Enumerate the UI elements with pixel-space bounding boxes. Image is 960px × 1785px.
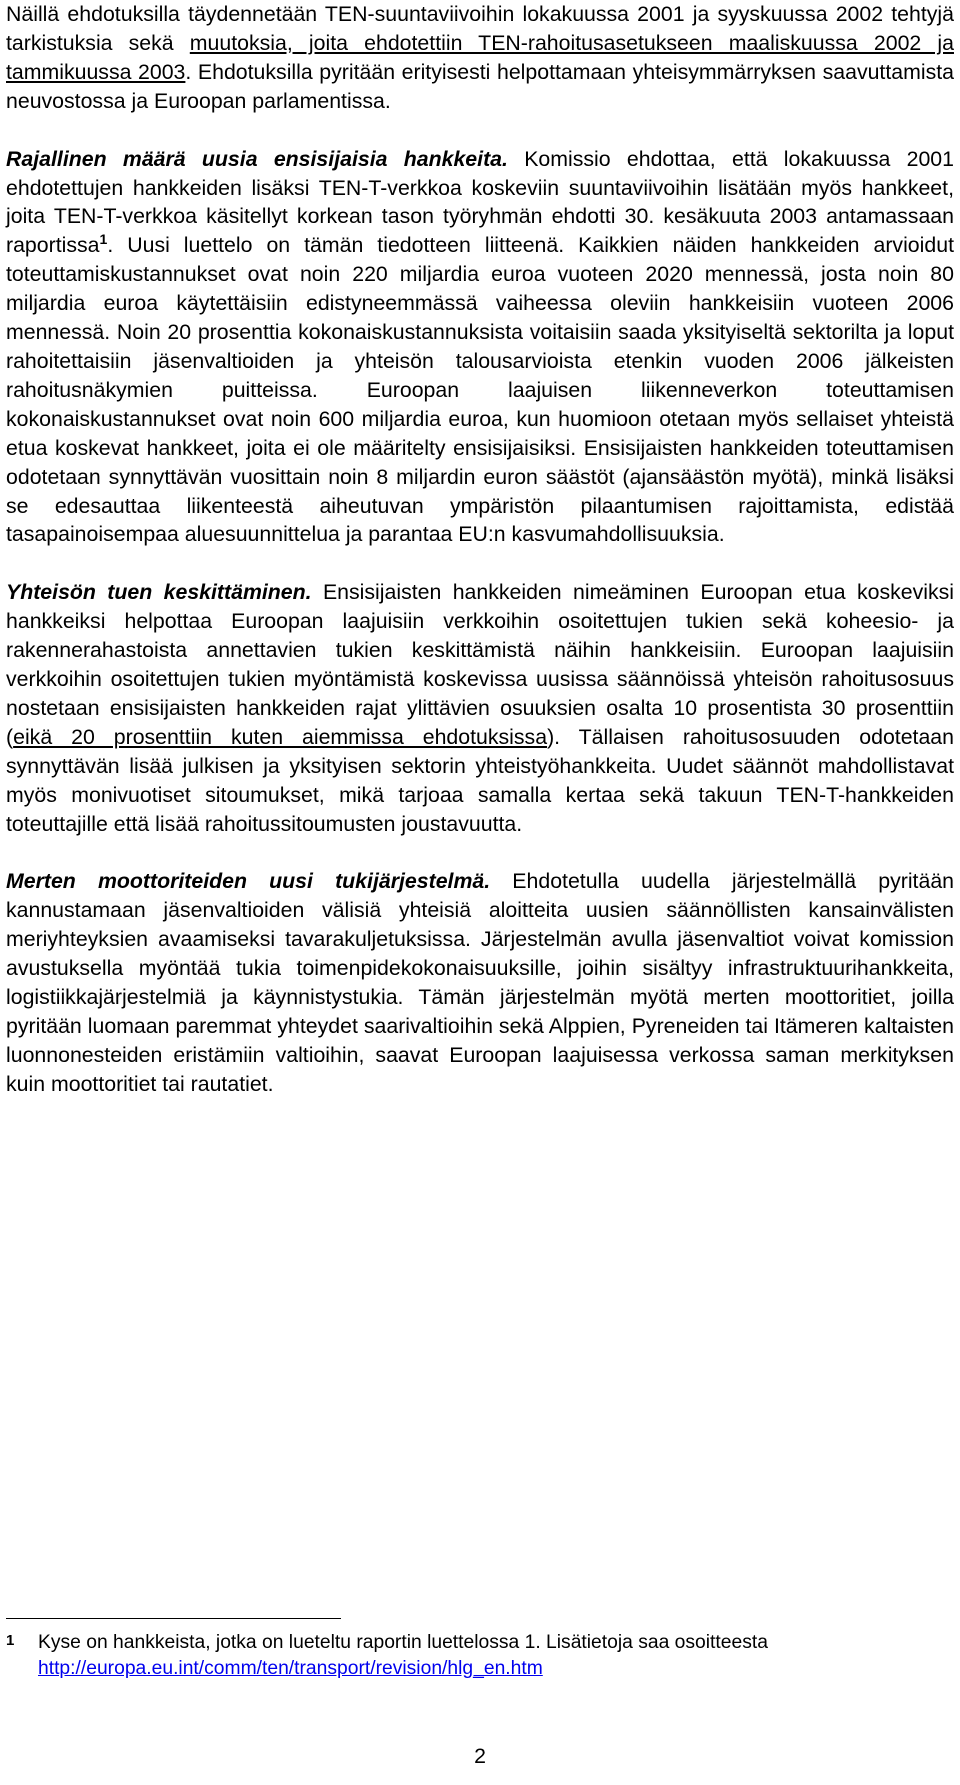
paragraph-community-support <box>6 578 954 838</box>
paragraph-priority-projects <box>6 145 954 550</box>
paragraph-text-continued: ). Tällaisen rahoitusosuuden odotetaan synnyttävän lisää julkisen ja yksityisen sektorin yhteistyöhankkeita. Uudet säännöt mahdollistavat myös monivuotiset sitoumukset, mikä tarjoaa samalla kertaa sekä takuun TEN-T-hankkeiden toteuttajille että lisää rahoitussitoumusten joustavuutta. <box>6 724 954 836</box>
intro-text-end: . Ehdotuksilla pyritään erityisesti helpottamaan yhteisymmärryksen saavuttamista neuvostossa ja Euroopan parlamentissa. <box>6 59 954 113</box>
document-body <box>6 0 954 1099</box>
paragraph-heading: Yhteisön tuen keskittäminen. <box>6 580 312 605</box>
footnote-number: 1 <box>6 1632 15 1649</box>
paragraph-text: Ehdotetulla uudella järjestelmällä pyritään kannustamaan jäsenvaltioiden välisiä yhteisiä aloitteita uusien säännöllisten kansainvälisten meriyhteyksien avaamiseksi tavarakuljetuksissa. Järjestelmän avulla jäsenvaltiot voivat komission avustuksella myöntää tukia toimenpidekokonaisuuksille, joihin sisältyy infrastruktuurihankkeita, logistiikkajärjestelmiä ja käynnistystukia. Tämän järjestelmän myötä merten moottoritiet, joilla pyritään luomaan paremmat yhteydet saarivaltioihin sekä Alppien, Pyreneiden tai Itämeren kaltaisten luonnonesteiden eristämiin valtioihin, saavat Euroopan laajuisessa verkossa saman merkityksen kuin moottoritiet tai rautatiet. <box>6 869 955 1096</box>
paragraph-text: Komissio ehdottaa, että lokakuussa 2001 ehdotettujen hankkeiden lisäksi TEN-T-verkkoa koskeviin suuntaviivoihin lisätään myös hankkeet, joita TEN-T-verkkoa käsitellyt korkean tason työryhmän ehdotti 30. kesäkuuta 2003 antamassaan raportissa <box>6 146 954 258</box>
footnote-text <box>38 1630 954 1682</box>
page-number: 2 <box>474 1744 486 1768</box>
footnote-link[interactable]: http://europa.eu.int/comm/ten/transport/revision/hlg_en.htm <box>38 1658 543 1679</box>
footnote-separator <box>6 1618 341 1619</box>
intro-underlined-text: muutoksia, joita ehdotettiin TEN-rahoitusasetukseen maaliskuussa 2002 ja tammikuussa 2003 <box>6 30 954 84</box>
footnote <box>6 1630 954 1682</box>
footnote-body: Kyse on hankkeista, jotka on lueteltu raportin luettelossa 1. Lisätietoja saa osoitteesta <box>38 1632 768 1653</box>
paragraph-heading: Rajallinen määrä uusia ensisijaisia hankkeita. <box>6 146 508 171</box>
paragraph-text-continued: . Uusi luettelo on tämän tiedotteen liitteenä. Kaikkien näiden hankkeiden arvioidut toteuttamiskustannukset ovat noin 220 miljardia euroa vuoteen 2020 mennessä, josta noin 80 miljardia euroa käytettäisiin edistyneemmässä vaiheessa oleviin hankkeisiin vuoteen 2006 mennessä. Noin 20 prosenttia kokonaiskustannuksista voitaisiin saada yksityiseltä sektorilta ja loput rahoitettaisiin jäsenvaltioiden ja yhteisön talousarvioista etenkin vuoden 2006 jälkeisten rahoitusnäkymien puitteissa. Euroopan laajuisen liikenneverkon toteuttamisen kokonaiskustannukset ovat noin 600 miljardia euroa, kun huomioon otetaan myös sellaiset yhteistä etua koskevat hankkeet, joita ei ole määritelty ensisijaisiksi. Ensisijaisten hankkeiden toteuttamisen odotetaan synnyttävän vuosittain noin 8 miljardin euron säästöt (ajansäästön myötä), minkä lisäksi se edesauttaa liikenteestä aiheutuvan ympäristön pilaantumisen rajoittamista, edistää tasapainoisempaa aluesuunnittelua ja parantaa EU:n kasvumahdollisuuksia. <box>6 233 954 547</box>
paragraph-text: Ensisijaisten hankkeiden nimeäminen Euroopan etua koskeviksi hankkeiksi helpottaa Euroopan laajuisiin verkkoihin osoitettujen tukien sekä koheesio- ja rakennerahastoista annettavien tukien keskittämistä näihin hankkeisiin. Euroopan laajuisiin verkkoihin osoitettujen tukien myöntämistä koskevissa uusissa säännöissä yhteisön rahoitusosuus nostetaan ensisijaisten hankkeiden rajat ylittävien osuuksien osalta 10 prosentista 30 prosenttiin ( <box>6 580 954 749</box>
paragraph-heading: Merten moottoriteiden uusi tukijärjestelmä. <box>6 869 491 894</box>
footnote-reference[interactable]: 1 <box>99 231 108 248</box>
paragraph-intro <box>6 0 954 116</box>
intro-text-start: Näillä ehdotuksilla täydennetään TEN-suuntaviivoihin lokakuussa 2001 ja syyskuussa 2002 tehtyjä tarkistuksia sekä <box>6 2 954 55</box>
paragraph-motorways-of-sea <box>6 867 954 1098</box>
underlined-text: eikä 20 prosenttiin kuten aiemmissa ehdotuksissa <box>13 724 548 749</box>
